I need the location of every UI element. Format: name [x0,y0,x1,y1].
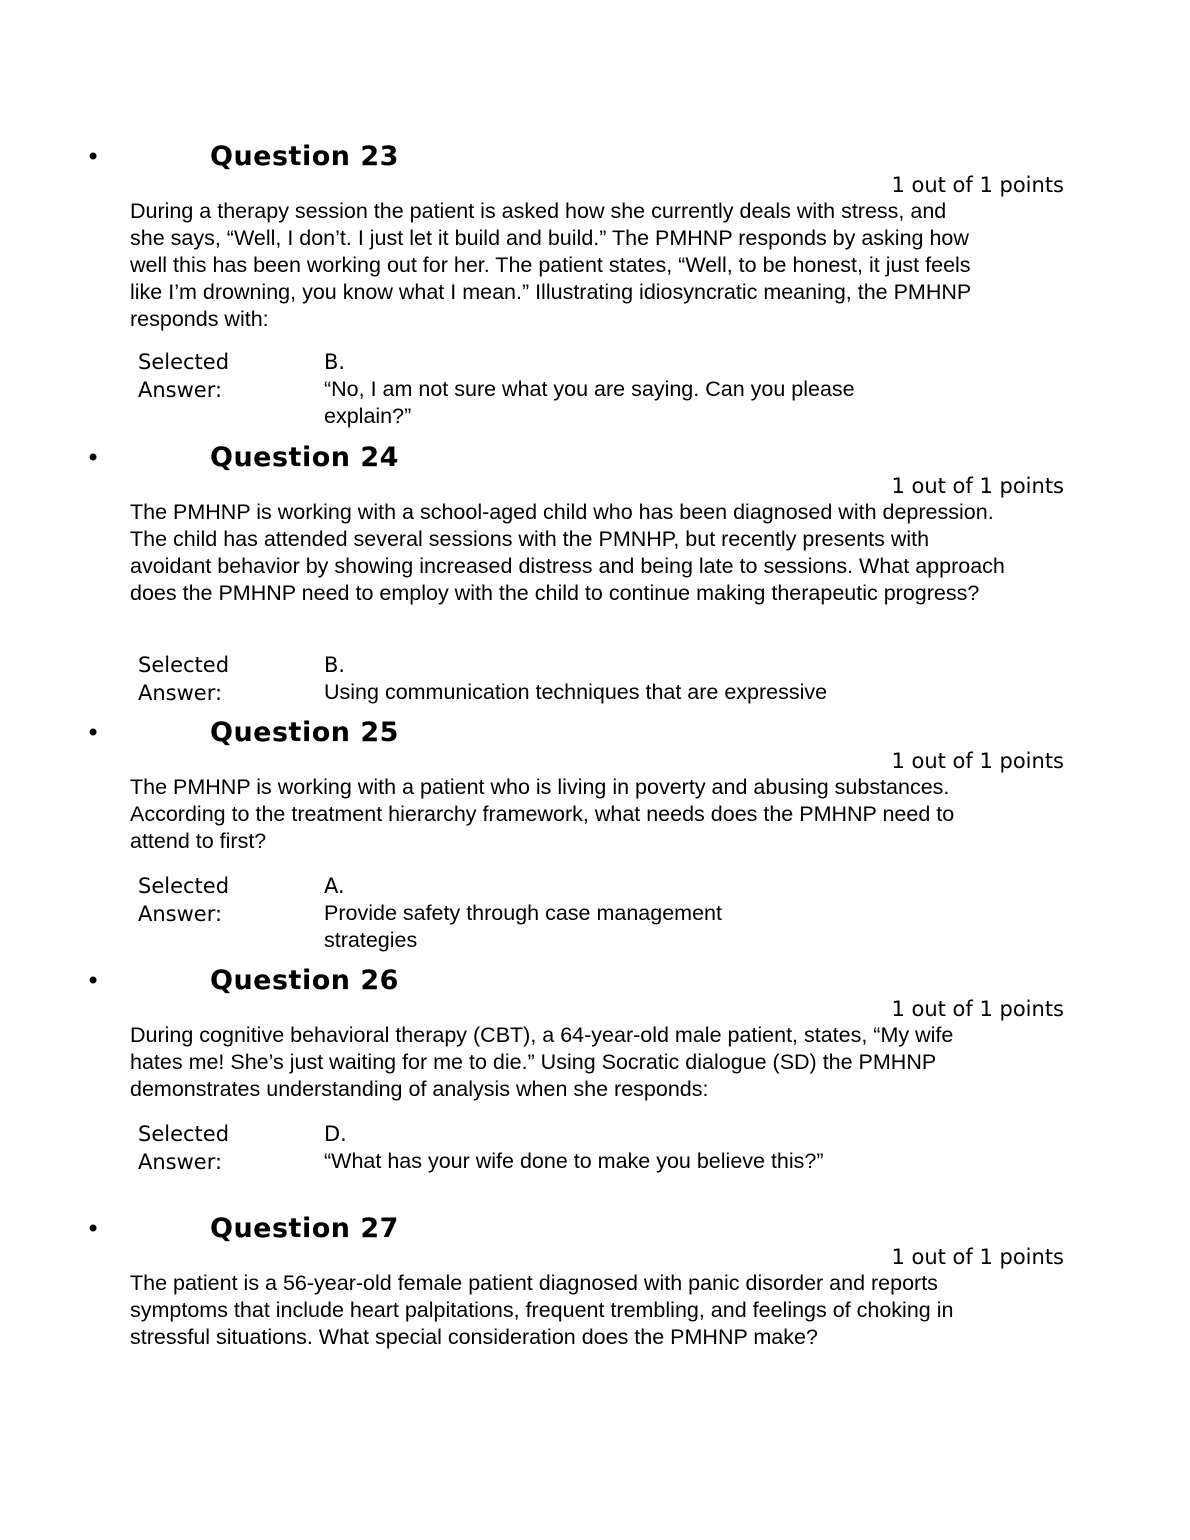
bullet-icon: • [86,1215,101,1243]
question-title: Question 25 [210,717,399,748]
question-points: 1 out of 1 points [891,474,1064,498]
question-points: 1 out of 1 points [891,1245,1064,1269]
question-points: 1 out of 1 points [891,749,1064,773]
question-text: The patient is a 56-year-old female patient diagnosed with panic disorder and reports symptoms that include heart palpitations, frequent trembling, and feelings of choking in stressful situations. What special consideration does the PMHNP make? [130,1271,954,1349]
question-text: The PMHNP is working with a school-aged child who has been diagnosed with depression. The child has attended several sessions with the PMNHP, but recently presents with avoidant behavior by showing increased distress and being late to sessions. What approach does the PMHNP need to employ with the child to continue making therapeutic progress? [130,500,1005,605]
bullet-icon: • [86,719,101,747]
bullet-icon: • [86,143,101,171]
answer-letter: B. [324,350,346,374]
question-title: Question 24 [210,442,399,473]
bullet-icon: • [86,967,101,995]
answer-letter: A. [324,874,345,898]
question-title: Question 27 [210,1213,399,1244]
question-points: 1 out of 1 points [891,173,1064,197]
question-title: Question 26 [210,965,399,996]
selected-answer-label: Selected Answer: [138,653,230,705]
answer-letter: B. [324,653,346,677]
selected-answer-label: Selected Answer: [138,1122,230,1174]
question-text: During a therapy session the patient is asked how she currently deals with stress, and she says, “Well, I don’t. I just let it build and build.” The PMHNP responds by asking how well this has been working out for her. The patient states, “Well, to be honest, it just feels like I’m drowning, you know what I mean.” Illustrating idiosyncratic meaning, the PMHNP responds with: [130,199,971,331]
question-text: During cognitive behavioral therapy (CBT), a 64-year-old male patient, states, “My wife hates me! She’s just waiting for me to die.” Using Socratic dialogue (SD) the PMHNP demonstrates understanding of analysis when she responds: [130,1023,954,1101]
answer-text: Provide safety through case management strategies [324,901,722,952]
answer-letter: D. [324,1122,347,1146]
selected-answer-label: Selected Answer: [138,350,230,402]
bullet-icon: • [86,444,101,472]
question-points: 1 out of 1 points [891,997,1064,1021]
answer-text: “No, I am not sure what you are saying. Can you please explain?” [324,377,855,428]
question-title: Question 23 [210,141,399,172]
answer-text: “What has your wife done to make you believe this?” [324,1149,824,1173]
selected-answer-label: Selected Answer: [138,874,230,926]
answer-text: Using communication techniques that are expressive [324,680,828,704]
question-text: The PMHNP is working with a patient who is living in poverty and abusing substances. According to the treatment hierarchy framework, what needs does the PMHNP need to attend to first? [130,775,955,853]
